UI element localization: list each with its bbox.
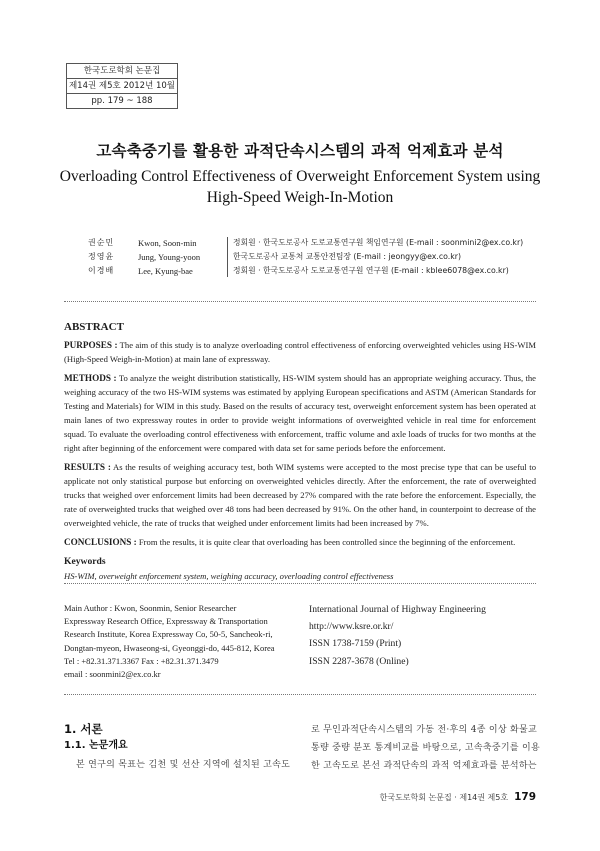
body-line: 로 무인과적단속시스템의 가동 전·후의 4종 이상 화물교 <box>311 725 538 735</box>
author-affiliation: 정회원 · 한국도로공사 도로교통연구원 책임연구원 (E-mail : soonmini2@ex.co.kr) <box>233 238 524 247</box>
author-korean-name: 이경배 <box>88 266 115 275</box>
page-footer <box>380 791 536 803</box>
divider-middle <box>64 583 536 584</box>
author-english-name: Kwon, Soon-min <box>138 238 197 248</box>
author-divider <box>227 237 228 277</box>
author-english-name: Lee, Kyung-bae <box>138 266 193 276</box>
correspondence-line: email : soonmini2@ex.co.kr <box>64 669 161 680</box>
title-english-line1: Overloading Control Effectiveness of Overweight Enforcement System using <box>59 168 541 185</box>
body-line: 한 고속도로 본선 과적단속의 과적 억제효과를 분석하는 <box>311 761 537 771</box>
body-text-left: 본 연구의 목표는 김천 및 선산 지역에 설치된 고속도 <box>76 760 291 770</box>
body-line: 통량 중량 분포 통계비교를 바탕으로, 고속축중기를 이용 <box>311 743 540 753</box>
correspondence-line: Dongtan-myeon, Hwaseong-si, Gyeonggi-do, 445-812, Korea <box>64 642 275 653</box>
journal-issue: 제14권 제5호 2012년 10월 <box>67 79 177 94</box>
correspondence-block <box>64 602 275 681</box>
issn-print: ISSN 1738-7159 (Print) <box>309 638 402 650</box>
abstract-methods <box>64 371 536 455</box>
journal-info-block <box>309 601 486 670</box>
section-heading: 1. 서론 <box>64 722 103 736</box>
keywords-heading: Keywords <box>64 556 106 567</box>
body-text-right <box>311 721 540 775</box>
journal-name: 한국도로학회 논문집 <box>67 64 177 79</box>
abstract-purposes <box>64 338 536 366</box>
author-affiliation: 정회원 · 한국도로공사 도로교통연구원 연구원 (E-mail : kblee6078@ex.co.kr) <box>233 266 509 275</box>
abstract-conclusions <box>64 535 536 549</box>
page-number: 179 <box>514 791 536 803</box>
author-korean-name: 정영윤 <box>88 252 115 261</box>
divider-bottom <box>64 694 536 695</box>
issn-online: ISSN 2287-3678 (Online) <box>309 655 409 667</box>
author-affiliation: 한국도로공사 교통처 교통안전팀장 (E-mail : jeongyy@ex.co.kr) <box>233 252 462 261</box>
keywords-list: HS-WIM, overweight enforcement system, weighing accuracy, overloading control effectiveness <box>64 571 394 581</box>
correspondence-line: Main Author : Kwon, Soonmin, Senior Researcher <box>64 603 237 613</box>
correspondence-line: Research Institute, Korea Expressway Co, 50-5, Sancheok-ri, <box>64 629 273 640</box>
title-korean: 고속축중기를 활용한 과적단속시스템의 과적 억제효과 분석 <box>96 141 504 160</box>
subsection-heading: 1.1. 논문개요 <box>64 740 128 751</box>
title-english-line2: High-Speed Weigh-In-Motion <box>206 189 394 206</box>
conclusions-text: From the results, it is quite clear that overloading has been controlled since the beginning of the enforcement. <box>136 537 516 547</box>
abstract-heading: ABSTRACT <box>64 321 124 333</box>
running-footer: 한국도로학회 논문집 · 제14권 제5호 <box>379 793 509 802</box>
methods-text: To analyze the weight distribution statistically, HS-WIM system should has an appropriate weighing accuracy. Thus, the weighing accuracy of the two HS-WIM systems was estimated by applying European specifications and ASTM (American Standards for Testing and Materials) for WIM in this study. Based on the results of accuracy test, overweight enforcement system has been operated at main lanes of two expressway routes in order to provide weight informations of overweighted vehicle in real time for enforcement squad. To evaluate the overloading control effectiveness with enforcement, traffic volume and axle loads of trucks for two months at the right after beginning of the enforcement were compared with data set for same periods before the enforcement. <box>64 373 536 453</box>
correspondence-line: Tel : +82.31.371.3367 Fax : +82.31.371.3479 <box>64 655 219 666</box>
conclusions-label: CONCLUSIONS : <box>64 537 137 547</box>
journal-info-box <box>66 63 178 109</box>
abstract-results <box>64 460 536 530</box>
results-text: As the results of weighing accuracy test, both WIM systems were accepted to the most precise type that can be useful to applicate not only statistical purpose but enforcing on overweighted vehicles directly. After the enforcement, the rate of overweighted trucks that weighed over enforcement limits had been decreased by 27% compared with the rate before the enforcement. Especially, the rate of overweighted trucks that weighed over 48 tons had been decreased by 91%. On the other hand, in counterpoint to decrease of the overweighted vehicle, the rate of trucks that weighed under enforcement limits had been increased by 7%. <box>64 462 536 528</box>
author-english-name: Jung, Young-yoon <box>138 252 201 262</box>
author-korean-name: 권순민 <box>88 238 115 247</box>
abstract-section <box>64 320 536 583</box>
section-headings <box>64 721 128 755</box>
divider-top <box>64 301 536 302</box>
journal-pages: pp. 179 ~ 188 <box>91 96 153 106</box>
title-english <box>40 166 560 208</box>
journal-title-line: International Journal of Highway Engineering <box>309 604 486 615</box>
correspondence-line: Expressway Research Office, Expressway & Transportation <box>64 616 268 627</box>
purposes-text: The aim of this study is to analyze overloading control effectiveness of enforcing overweighted vehicles using HS-WIM (High-Speed Weigh-in-Motion) at main lane of expressway. <box>64 340 536 364</box>
methods-label: METHODS : <box>64 373 117 383</box>
journal-url: http://www.ksre.or.kr/ <box>309 621 394 633</box>
purposes-label: PURPOSES : <box>64 340 118 350</box>
results-label: RESULTS : <box>64 462 111 472</box>
